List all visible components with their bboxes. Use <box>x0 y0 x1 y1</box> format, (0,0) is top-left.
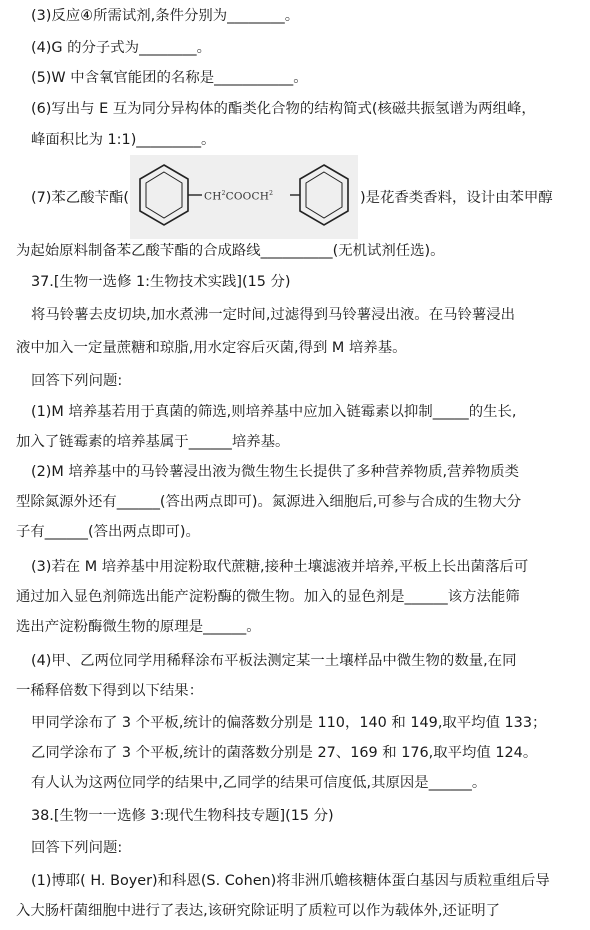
q7-text-head: (7)苯乙酸苄酯( <box>31 190 129 206</box>
q37-prompt: 回答下列问题: <box>31 373 123 389</box>
q37-2-text-cont2: 子有______(答出两点即可)。 <box>16 524 200 540</box>
q37-heading: 37.[生物一选修 1:生物技术实践](15 分) <box>31 274 291 290</box>
q38-1-text-cont: 入大肠杆菌细胞中进行了表达,该研究除证明了质粒可以作为载体外,还证明了 <box>16 903 501 919</box>
q3-text: (3)反应④所需试剂,条件分别为________。 <box>31 8 300 24</box>
q37-3-text-cont2: 选出产淀粉酶微生物的原理是______。 <box>16 619 261 635</box>
q37-1-text-cont: 加入了链霉素的培养基属于______培养基。 <box>16 434 290 450</box>
q37-3-text-cont: 通过加入显色剂筛选出能产淀粉酶的微生物。加入的显色剂是______该方法能筛 <box>16 589 520 605</box>
structure-formula: $CH^2COOCH^2$ <box>204 190 274 203</box>
q37-4-text: (4)甲、乙两位同学用稀释涂布平板法测定某一土壤样品中微生物的数量,在同 <box>31 653 517 669</box>
q37-4-result-a: 甲同学涂布了 3 个平板,统计的偏落数分别是 110，140 和 149,取平均值 133； <box>31 715 547 731</box>
q37-2-text: (2)M 培养基中的马铃薯浸出液为微生物生长提供了多种营养物质,营养物质类 <box>31 464 520 480</box>
q37-4-result-b: 乙同学涂布了 3 个平板,统计的菌落数分别是 27、169 和 176,取平均值 124。 <box>31 745 538 761</box>
q37-intro: 将马铃薯去皮切块,加水煮沸一定时间,过滤得到马铃薯浸出液。在马铃薯浸出 <box>31 307 516 323</box>
q37-4-question: 有人认为这两位同学的结果中,乙同学的结果可信度低,其原因是______。 <box>31 775 487 791</box>
q37-3-text: (3)若在 M 培养基中用淀粉取代蔗糖,接种土壤滤液并培养,平板上长出菌落后可 <box>31 559 529 575</box>
q37-2-text-cont: 型除氮源外还有______(答出两点即可)。氮源进入细胞后,可参与合成的生物大分 <box>16 494 522 510</box>
q4-text: (4)G 的分子式为________。 <box>31 40 212 56</box>
q7-text-cont: 为起始原料制备苯乙酸苄酯的合成路线__________(无机试剂任选)。 <box>16 243 445 259</box>
q37-4-text-cont: 一稀释倍数下得到以下结果： <box>16 683 204 699</box>
q38-1-text: (1)博耶( H. Boyer)和科恩(S. Cohen)将非洲爪蟾核糖体蛋白基因与质粒重组后导 <box>31 873 550 889</box>
q7-text-tail: )是花香类香料，设计由苯甲醇 <box>360 190 553 206</box>
q37-1-text: (1)M 培养基若用于真菌的筛选,则培养基中应加入链霉素以抑制_____的生长, <box>31 404 517 420</box>
q38-heading: 38.[生物一一选修 3:现代生物科技专题](15 分) <box>31 808 334 824</box>
q37-intro-cont: 液中加入一定量蔗糖和琼脂,用水定容后灭菌,得到 M 培养基。 <box>16 340 407 356</box>
q6-text: (6)写出与 E 互为同分异构体的酯类化合物的结构简式(核磁共振氢谱为两组峰， <box>31 101 536 117</box>
q5-text: (5)W 中含氧官能团的名称是___________。 <box>31 70 308 86</box>
q38-prompt: 回答下列问题: <box>31 840 123 856</box>
q6-text-cont: 峰面积比为 1:1)_________。 <box>31 132 216 148</box>
benzyl-phenylacetate-structure <box>130 155 358 239</box>
